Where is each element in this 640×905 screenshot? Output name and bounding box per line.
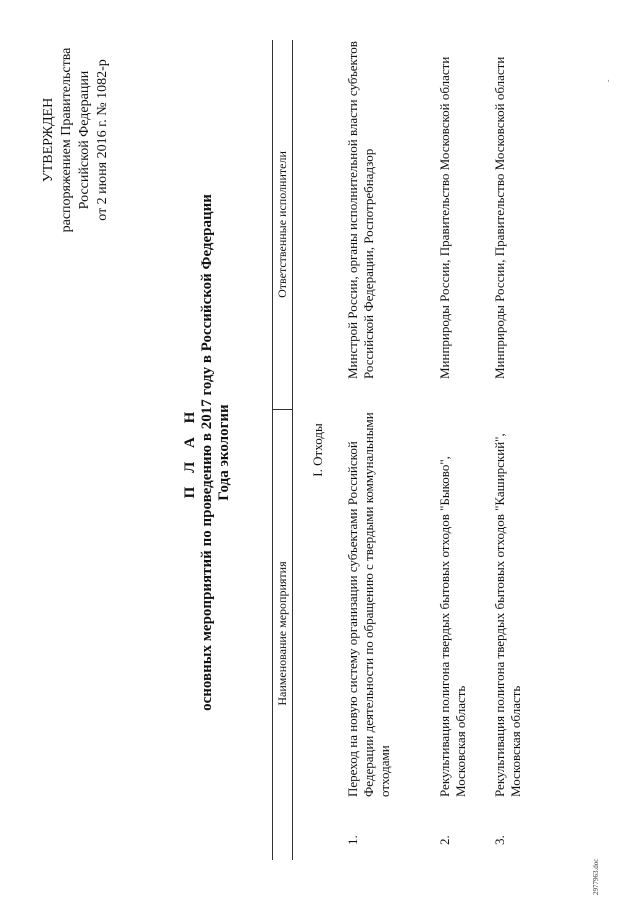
row-number: 3. — [492, 835, 507, 845]
row-responsible: Минстрой России, органы исполнительной власти субъектов Российской Федерации, Роспотребнадзор — [345, 41, 376, 379]
approval-line-2: распоряжением Правительства — [59, 47, 74, 233]
title-line-1: П Л А Н — [182, 406, 198, 499]
table-top-border — [272, 40, 273, 860]
row-responsible: Минприроды России, Правительство Московской области — [437, 56, 452, 379]
column-header-name: Наименование мероприятия — [275, 561, 289, 706]
column-header-responsible: Ответственные исполнители — [275, 151, 289, 298]
approval-line-4: от 2 июня 2016 г. № 1082-р — [95, 59, 110, 221]
document-id: 2977963.doc — [592, 858, 600, 895]
row-activity: Переход на новую систему организации субъектами Российской Федерации деятельности по обращению с твердыми коммунальными отходами — [345, 412, 392, 797]
row-responsible: Минприроды России, Правительство Московской области — [492, 56, 507, 379]
section-heading: I. Отходы — [310, 423, 325, 477]
approval-stamp — [40, 15, 112, 265]
row-activity: Рекультивация полигона твердых бытовых отходов "Каширский", Московская область — [492, 433, 523, 797]
margin-mark: - — [604, 79, 612, 82]
approval-line-1: УТВЕРЖДЕН — [41, 97, 56, 183]
page-title — [182, 0, 233, 905]
approval-line-3: Российской Федерации — [77, 70, 92, 210]
row-number: 1. — [345, 835, 360, 845]
title-line-2: основных мероприятий по проведению в 2017 году в Российской Федерации — [199, 194, 215, 711]
table-header-border — [292, 40, 293, 860]
row-activity: Рекультивация полигона твердых бытовых отходов "Быково", Московская область — [437, 456, 468, 797]
title-line-3: Года экологии — [216, 404, 232, 501]
row-number: 2. — [437, 835, 452, 845]
